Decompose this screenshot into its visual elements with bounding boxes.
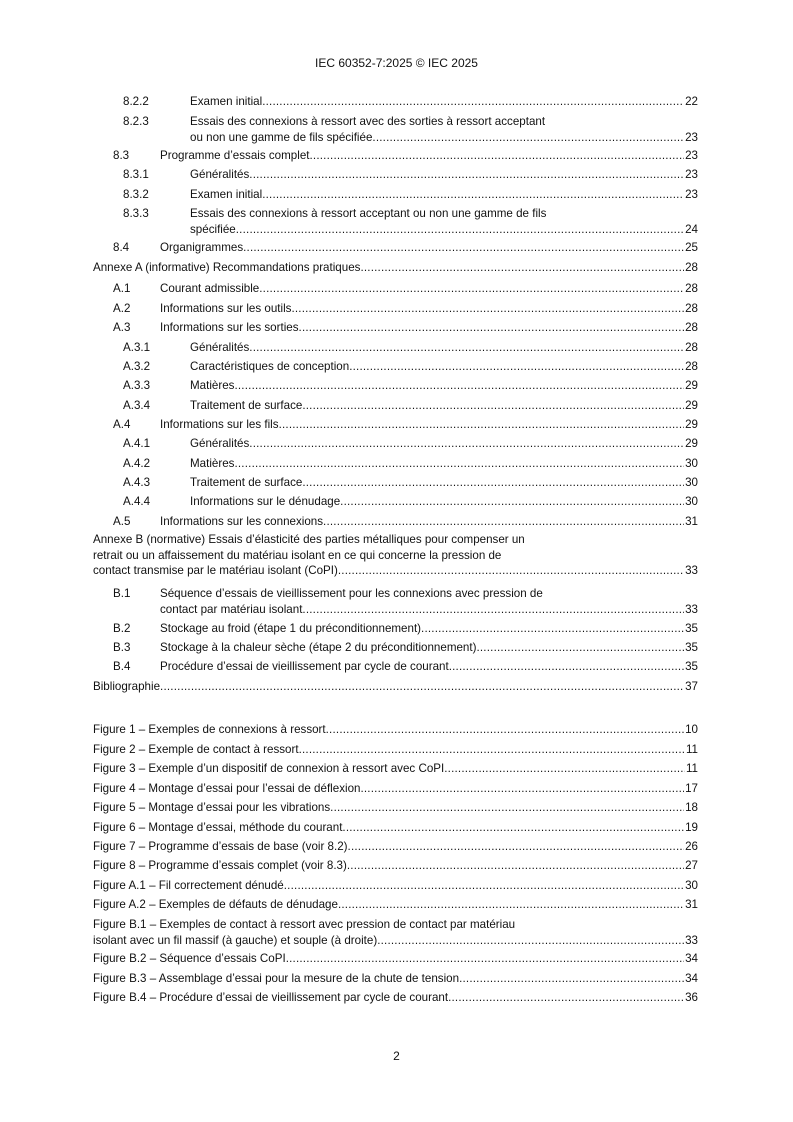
entry-title: Figure B.4 – Procédure d’essai de vieillissement par cycle de courant xyxy=(93,991,449,1004)
section-number: 8.2.3 xyxy=(123,115,149,128)
page-ref: 36 xyxy=(685,991,698,1004)
entry-title: Généralités xyxy=(190,437,250,450)
dot-leader xyxy=(234,378,684,394)
figure-entry[interactable] xyxy=(93,800,698,816)
dot-leader xyxy=(338,897,684,913)
page-ref: 19 xyxy=(685,821,698,834)
page-ref: 23 xyxy=(685,188,698,201)
toc-entry[interactable] xyxy=(123,359,698,375)
dot-leader xyxy=(299,742,685,758)
dot-leader xyxy=(299,320,685,336)
page-ref: 30 xyxy=(685,476,698,489)
toc-entry[interactable] xyxy=(123,456,698,472)
toc-entry[interactable] xyxy=(123,340,698,356)
page-ref: 29 xyxy=(685,399,698,412)
dot-leader xyxy=(243,240,684,256)
section-number: A.3.2 xyxy=(123,360,151,373)
entry-title: Essais des connexions à ressort avec des sorties à ressort acceptant xyxy=(190,115,546,128)
page-ref: 18 xyxy=(685,801,698,814)
dot-leader xyxy=(302,398,684,414)
dot-leader xyxy=(360,781,684,797)
entry-title: Bibliographie xyxy=(93,680,161,693)
section-number: B.3 xyxy=(113,641,131,654)
dot-leader xyxy=(326,722,684,738)
dot-leader xyxy=(421,621,684,637)
dot-leader xyxy=(449,659,684,675)
toc-entry[interactable] xyxy=(93,679,698,695)
section-number: A.4.3 xyxy=(123,476,151,489)
section-number: A.2 xyxy=(113,302,131,315)
section-number: A.4 xyxy=(113,418,131,431)
toc-entry[interactable] xyxy=(93,532,698,579)
entry-title: spécifiée xyxy=(190,222,236,236)
entry-title: Figure B.2 – Séquence d’essais CoPI xyxy=(93,952,286,965)
dot-leader xyxy=(459,971,684,987)
dot-leader xyxy=(340,494,684,510)
figure-entry[interactable] xyxy=(93,878,698,894)
section-number: 8.4 xyxy=(113,241,130,254)
figure-entry[interactable] xyxy=(93,742,698,758)
toc-entry[interactable] xyxy=(123,378,698,394)
entry-title: Figure A.1 – Fil correctement dénudé xyxy=(93,879,284,892)
dot-leader xyxy=(302,602,684,618)
entry-title: Généralités xyxy=(190,341,250,354)
dot-leader xyxy=(348,839,685,855)
dot-leader xyxy=(330,800,684,816)
toc-entry[interactable] xyxy=(113,621,698,637)
section-number: A.4.1 xyxy=(123,437,151,450)
figure-entry[interactable] xyxy=(93,761,698,777)
dot-leader xyxy=(259,281,684,297)
entry-title: Figure 8 – Programme d’essais complet (voir 8.3) xyxy=(93,859,347,872)
page-ref: 28 xyxy=(685,341,698,354)
dot-leader xyxy=(347,858,684,874)
toc-entry[interactable] xyxy=(123,206,698,237)
page-ref: 34 xyxy=(685,972,698,985)
page-ref: 28 xyxy=(685,321,698,334)
entry-title: Figure 6 – Montage d’essai, méthode du courant xyxy=(93,821,343,834)
page-ref: 31 xyxy=(685,898,698,911)
section-number: A.1 xyxy=(113,282,131,295)
entry-title: Essais des connexions à ressort acceptant ou non une gamme de fils xyxy=(190,207,547,220)
section-number: 8.3.3 xyxy=(123,207,149,220)
figure-entry[interactable] xyxy=(93,971,698,987)
page-ref: 29 xyxy=(685,379,698,392)
dot-leader xyxy=(279,417,685,433)
page-ref: 23 xyxy=(685,168,698,181)
page-ref: 35 xyxy=(685,641,698,654)
entry-title: Stockage à la chaleur sèche (étape 2 du préconditionnement) xyxy=(160,641,477,654)
section-number: A.4.4 xyxy=(123,495,151,508)
entry-title: Informations sur le dénudage xyxy=(190,495,341,508)
entry-title: Stockage au froid (étape 1 du préconditionnement) xyxy=(160,622,422,635)
page-ref: 30 xyxy=(685,457,698,470)
entry-title: Figure 2 – Exemple de contact à ressort xyxy=(93,743,299,756)
dot-leader xyxy=(338,563,684,579)
page-ref: 11 xyxy=(685,762,698,775)
page-ref: 23 xyxy=(685,149,698,162)
section-number: B.2 xyxy=(113,622,131,635)
dot-leader xyxy=(284,878,684,894)
page-ref: 25 xyxy=(685,241,698,254)
entry-title: Informations sur les fils xyxy=(160,418,279,431)
dot-leader xyxy=(249,340,684,356)
toc-entry[interactable] xyxy=(123,475,698,491)
dot-leader xyxy=(323,514,684,530)
page-ref: 17 xyxy=(685,782,698,795)
page-ref: 22 xyxy=(685,95,698,108)
section-number: A.3.1 xyxy=(123,341,151,354)
entry-title: Traitement de surface xyxy=(190,399,303,412)
dot-leader xyxy=(448,990,684,1006)
page-header: IEC 60352-7:2025 © IEC 2025 xyxy=(315,56,478,70)
entry-title: Informations sur les outils xyxy=(160,302,292,315)
entry-title: Annexe A (informative) Recommandations pratiques xyxy=(93,261,361,274)
page-ref: 33 xyxy=(685,933,698,947)
entry-title: contact transmise par le matériau isolant (CoPI) xyxy=(93,564,338,578)
section-number: A.3 xyxy=(113,321,131,334)
dot-leader xyxy=(291,301,684,317)
page-ref: 30 xyxy=(685,495,698,508)
dot-leader xyxy=(249,167,684,183)
toc-entry[interactable] xyxy=(113,301,698,317)
dot-leader xyxy=(342,820,684,836)
toc-entry[interactable] xyxy=(113,659,698,675)
entry-title: contact par matériau isolant xyxy=(160,602,303,616)
entry-title: Traitement de surface xyxy=(190,476,303,489)
section-number: A.4.2 xyxy=(123,457,151,470)
toc-entry[interactable] xyxy=(113,148,698,164)
entry-title: Figure 1 – Exemples de connexions à ressort xyxy=(93,723,326,736)
page-ref: 35 xyxy=(685,622,698,635)
entry-title: Caractéristiques de conception xyxy=(190,360,350,373)
figure-entry[interactable] xyxy=(93,917,698,948)
section-number: A.3.4 xyxy=(123,399,151,412)
entry-title: Figure 3 – Exemple d’un dispositif de connexion à ressort avec CoPI xyxy=(93,762,445,775)
page-ref: 35 xyxy=(685,660,698,673)
toc-entry[interactable] xyxy=(123,436,698,452)
page-ref: 24 xyxy=(685,222,698,236)
toc-entry[interactable] xyxy=(123,187,698,203)
toc-entry[interactable] xyxy=(123,167,698,183)
entry-title: isolant avec un fil massif (à gauche) et souple (à droite) xyxy=(93,933,378,947)
section-number: 8.3.2 xyxy=(123,188,149,201)
entry-title: Informations sur les connexions xyxy=(160,515,324,528)
dot-leader xyxy=(302,475,684,491)
entry-title: Figure 7 – Programme d’essais de base (voir 8.2) xyxy=(93,840,348,853)
entry-title: Organigrammes xyxy=(160,241,244,254)
dot-leader xyxy=(234,456,684,472)
entry-title: Procédure d’essai de vieillissement par cycle de courant xyxy=(160,660,449,673)
page-ref: 11 xyxy=(685,743,698,756)
entry-title: Examen initial xyxy=(190,95,263,108)
dot-leader xyxy=(236,222,684,238)
dot-leader xyxy=(377,933,684,949)
figure-entry[interactable] xyxy=(93,781,698,797)
entry-title: Figure 5 – Montage d’essai pour les vibrations xyxy=(93,801,331,814)
toc-entry[interactable] xyxy=(113,417,698,433)
page-ref: 28 xyxy=(685,261,698,274)
entry-title: Figure B.3 – Assemblage d’essai pour la mesure de la chute de tension xyxy=(93,972,460,985)
dot-leader xyxy=(360,260,684,276)
toc-entry[interactable] xyxy=(113,240,698,256)
toc-entry[interactable] xyxy=(113,281,698,297)
toc-entry[interactable] xyxy=(113,586,698,617)
page-ref: 37 xyxy=(685,680,698,693)
dot-leader xyxy=(286,951,684,967)
page-ref: 31 xyxy=(685,515,698,528)
page-ref: 33 xyxy=(685,564,698,578)
dot-leader xyxy=(160,679,684,695)
dot-leader xyxy=(349,359,684,375)
entry-title: Figure 4 – Montage d’essai pour l’essai de déflexion xyxy=(93,782,361,795)
figure-entry[interactable] xyxy=(93,839,698,855)
dot-leader xyxy=(372,130,684,146)
page-ref: 34 xyxy=(685,952,698,965)
page-ref: 30 xyxy=(685,879,698,892)
figure-entry[interactable] xyxy=(93,858,698,874)
section-number: A.5 xyxy=(113,515,131,528)
section-number: B.4 xyxy=(113,660,131,673)
toc-entry[interactable] xyxy=(123,114,698,145)
figure-entry[interactable] xyxy=(93,990,698,1006)
toc-entry[interactable] xyxy=(123,398,698,414)
page-ref: 33 xyxy=(685,602,698,616)
dot-leader xyxy=(249,436,684,452)
page-ref: 10 xyxy=(685,723,698,736)
entry-title: Matières xyxy=(190,457,235,470)
page-number: 2 xyxy=(393,1049,400,1063)
entry-title: Matières xyxy=(190,379,235,392)
section-number: 8.3 xyxy=(113,149,130,162)
entry-title: Figure A.2 – Exemples de défauts de dénudage xyxy=(93,898,338,911)
entry-title: Informations sur les sorties xyxy=(160,321,299,334)
entry-title: Examen initial xyxy=(190,188,263,201)
dot-leader xyxy=(310,148,685,164)
section-number: 8.3.1 xyxy=(123,168,149,181)
entry-title: Courant admissible xyxy=(160,282,260,295)
page-ref: 28 xyxy=(685,302,698,315)
dot-leader xyxy=(262,94,684,110)
toc-entry[interactable] xyxy=(113,320,698,336)
toc-entry[interactable] xyxy=(123,94,698,110)
page-ref: 23 xyxy=(685,130,698,144)
toc-entry[interactable] xyxy=(123,494,698,510)
dot-leader xyxy=(262,187,684,203)
entry-title: Figure B.1 – Exemples de contact à ressort avec pression de contact par matériau xyxy=(93,918,516,931)
figure-entry[interactable] xyxy=(93,951,698,967)
entry-title: Séquence d’essais de vieillissement pour les connexions avec pression de xyxy=(160,587,543,600)
page-ref: 28 xyxy=(685,360,698,373)
page-ref: 28 xyxy=(685,282,698,295)
page-ref: 27 xyxy=(685,859,698,872)
entry-title: Généralités xyxy=(190,168,250,181)
toc-entry[interactable] xyxy=(113,514,698,530)
figure-entry[interactable] xyxy=(93,820,698,836)
entry-title: Annexe B (normative) Essais d’élasticité des parties métalliques pour compenser un xyxy=(93,533,525,546)
entry-title: ou non une gamme de fils spécifiée xyxy=(190,130,373,144)
dot-leader xyxy=(476,640,684,656)
figure-entry[interactable] xyxy=(93,897,698,913)
page-ref: 29 xyxy=(685,418,698,431)
section-number: B.1 xyxy=(113,587,131,600)
dot-leader xyxy=(444,761,685,777)
page-ref: 26 xyxy=(685,840,698,853)
toc-entry[interactable] xyxy=(113,640,698,656)
entry-title: retrait ou un affaissement du matériau isolant en ce qui concerne la pression de xyxy=(93,548,502,562)
section-number: A.3.3 xyxy=(123,379,151,392)
entry-title: Programme d’essais complet xyxy=(160,149,310,162)
page-ref: 29 xyxy=(685,437,698,450)
toc-entry[interactable] xyxy=(93,260,698,276)
figure-entry[interactable] xyxy=(93,722,698,738)
section-number: 8.2.2 xyxy=(123,95,149,108)
